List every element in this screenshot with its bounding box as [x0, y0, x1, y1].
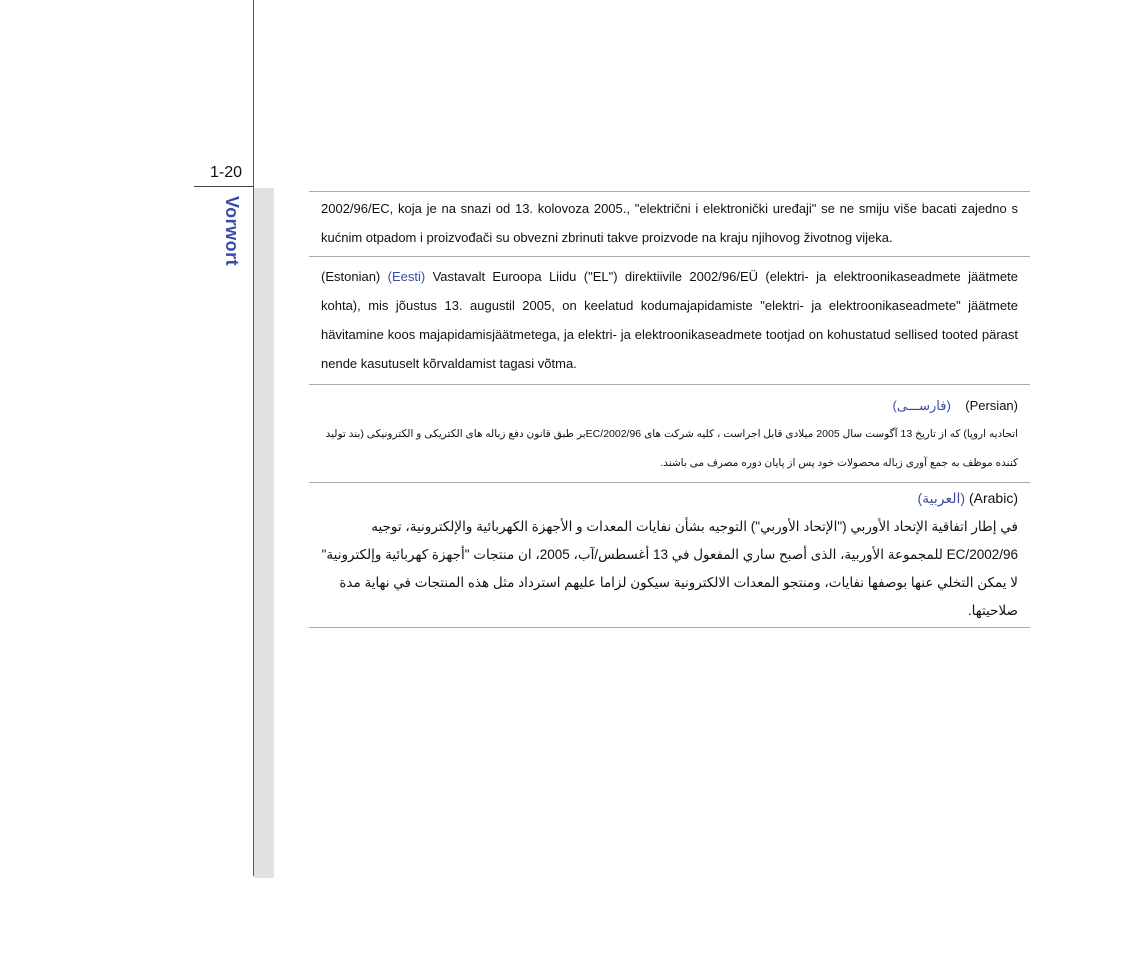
croatian-text: 2002/96/EC, koja je na snazi od 13. kolovoza 2005., "električni i elektronički uređaji" se ne smiju više bacati zajedno s kućnim otpadom i proizvođači su obvezni zbrinuti takve proizvode na kraju njihovog životnog vijeka. [321, 201, 1018, 245]
estonian-native-label: (Eesti) [387, 269, 426, 284]
arabic-section [309, 482, 1030, 628]
persian-native-label: (فارســـی) [892, 398, 951, 413]
estonian-section [309, 256, 1030, 384]
page-number-rule [194, 186, 254, 187]
main-content [309, 191, 1030, 628]
page-number: 1-20 [209, 164, 242, 181]
persian-section [309, 384, 1030, 482]
estonian-text: Vastavalt Euroopa Liidu ("EL") direktiivile 2002/96/EÜ (elektri- ja elektroonikaseadmete jäätmete kohta), mis jõustus 13. augustil 2005, on keelatud kodumajapidamiste "elektri- ja elektroonikaseadmete" jäätmete hävitamine koos majapidamisjäätmetega, ja elektri- ja elektroonikaseadmete tootjad on kohustatud sellised tooted pärast nende kasutuselt kõrvaldamist tagasi võtma. [321, 269, 1018, 371]
arabic-header [321, 484, 1018, 513]
margin-gray-bar [254, 188, 274, 878]
persian-header [321, 391, 1018, 420]
arabic-text: في إطار اتفاقية الإتحاد الأوربي ("الإتحاد الأوربي") التوجيه بشأن نفايات المعدات و الأجهزة الكهربائية والإلكترونية، توجيه 2002/96/EC للمجموعة الأوربية، الذى أصبح ساري المفعول في 13 أغسطس/آب، 2005، ان منتجات "أجهزة كهربائية وإلكترونية" لا يمكن التخلي عنها بوصفها نفايات، ومنتجو المعدات الالكترونية سيكون لزاما عليهم استرداد مثل هذه المنتجات في نهاية مدة صلاحيتها. [321, 519, 1018, 618]
persian-label: (Persian) [965, 398, 1018, 413]
arabic-label: (Arabic) [968, 490, 1018, 506]
estonian-label: (Estonian) [321, 269, 381, 284]
section-title-vertical: Vorwort [222, 196, 242, 267]
arabic-native-label: (العربية) [917, 490, 966, 506]
croatian-section [309, 191, 1030, 256]
persian-text: اتحادیه اروپا) که از تاریخ 13 آگوست سال 2005 میلادی قابل اجراست ، کلیه شرکت های 2002/96/ECبر طبق قانون دفع زباله های الکتریکی و الکترونیکی (بند تولید کننده موظف به جمع آوری زباله محصولات خود پس از پایان دوره مصرف می باشند. [325, 428, 1018, 469]
